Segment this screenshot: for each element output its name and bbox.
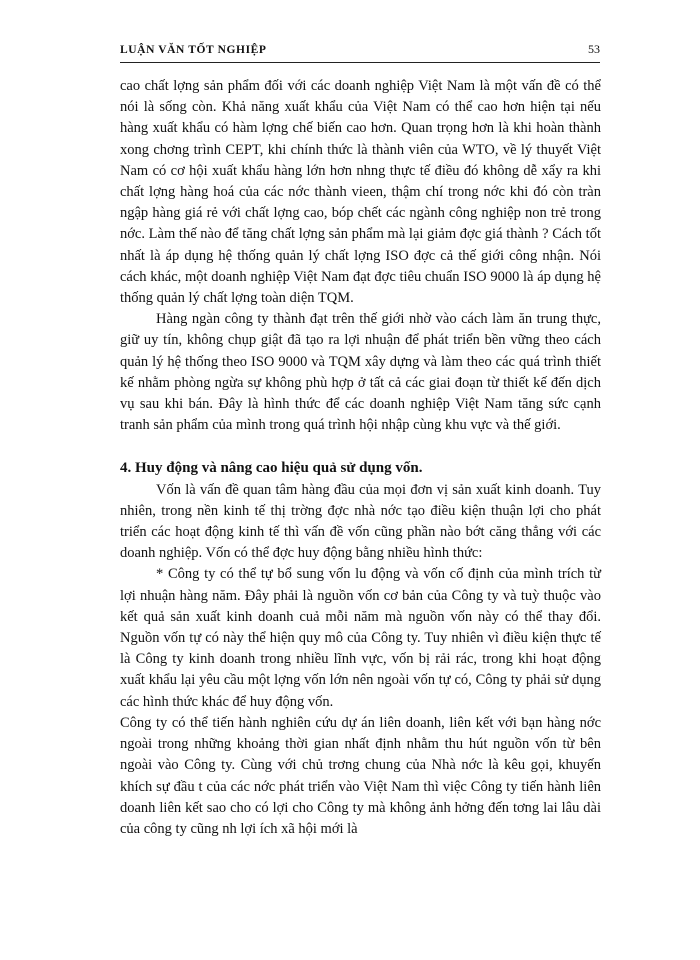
paragraph-1: cao chất lợng sản phẩm đối với các doanh nghiệp Việt Nam là một vấn đề có thể nói là sống còn. Khả năng xuất khẩu của Việt Nam có thể cao hơn hiện tại nếu hàng xuất khẩu có hàm lợng chế biến cao hơn. Quan trọng hơn là khi hoàn thành xong chơng trình CEPT, khi chính thức là thành viên của WTO, về lý thuyết Việt Nam có cơ hội xuất khẩu hàng lớn hơn nhng thực tế điều đó không dễ xẩy ra khi chất lợng hàng hoá của các nớc thành vieen, thậm chí trong nớc khi đó còn tràn ngập hàng giá rẻ với chất lợng cao, bóp chết các ngành công nghiệp non trẻ trong nớc. Làm thế nào để tăng chất lợng sản phẩm mà lại giảm đợc giá thành ? Cách tốt nhất là áp dụng hệ thống quản lý chất lợng ISO đợc cả thế giới công nhận. Nói cách khác, một doanh nghiệp Việt Nam đạt đợc tiêu chuẩn ISO 9000 là áp dụng hệ thống quản lý chất lợng toàn diện TQM. [120,78,601,307]
document-body [120,76,601,840]
paragraph-4: * Công ty có thể tự bổ sung vốn lu động và vốn cố định của mình trích từ lợi nhuận hàng năm. Đây phải là nguồn vốn cơ bản của Công ty và tuỳ thuộc vào kết quả sản xuất kinh doanh cuả mỗi năm mà nguồn vốn này có thể thay đổi. Nguồn vốn tự có này thể hiện quy mô của Công ty. Tuy nhiên vì điều kiện thực tế là Công ty kinh doanh trong nhiều lĩnh vực, vốn bị rải rác, trong khi hoạt động xuất khẩu lại yêu cầu một lợng vốn lớn nên ngoài vốn tự có, Công ty phải sử dụng các hình thức khác để huy động vốn. [120,566,601,710]
header-title: LUẬN VĂN TỐT NGHIỆP [120,44,267,56]
paragraph-2: Hàng ngàn công ty thành đạt trên thế giới nhờ vào cách làm ăn trung thực, giữ uy tín, không chụp giật đã tạo ra lợi nhuận để phát triển bền vững theo cách quản lý hệ thống theo ISO 9000 và TQM xây dựng và làm theo các quá trình thiết kế nhằm phòng ngừa sự không phù hợp ở tất cả các giai đoạn từ thiết kế đến dịch vụ sau khi bán. Đây là hình thức để các doanh nghiệp Việt Nam tăng sức cạnh tranh sản phẩm của mình trong quá trình hội nhập cùng khu vực và thế giới. [120,311,601,434]
page-header [120,42,600,63]
paragraph-3: Vốn là vấn đề quan tâm hàng đầu của mọi đơn vị sản xuất kinh doanh. Tuy nhiên, trong nền kinh tế thị trờng đợc nhà nớc tạo điều kiện thuận lợi cho phát triển các hoạt động kinh tế thì vấn đề vốn cũng phần nào bớt căng thẳng với các doanh nghiệp. Vốn có thể đợc huy động bằng nhiều hình thức: [120,481,601,562]
section-heading: 4. Huy động và nâng cao hiệu quả sử dụng vốn. [120,460,423,477]
paragraph-5: Công ty có thể tiến hành nghiên cứu dự án liên doanh, liên kết với bạn hàng nớc ngoài trong những khoảng thời gian nhất định nhằm thu hút nguồn vốn từ bên ngoài vào Công ty. Cùng với chủ trơng chung của Nhà nớc là kêu gọi, khuyến khích sự đầu t của các nớc phát triển vào Việt Nam thì việc Công ty tiến hành liên doanh liên kết sao cho có lợi cho Công ty mà không ảnh hởng đến tơng lai lâu dài của công ty cũng nh lợi ích xã hội mới là [120,714,601,837]
page-number: 53 [588,42,600,56]
